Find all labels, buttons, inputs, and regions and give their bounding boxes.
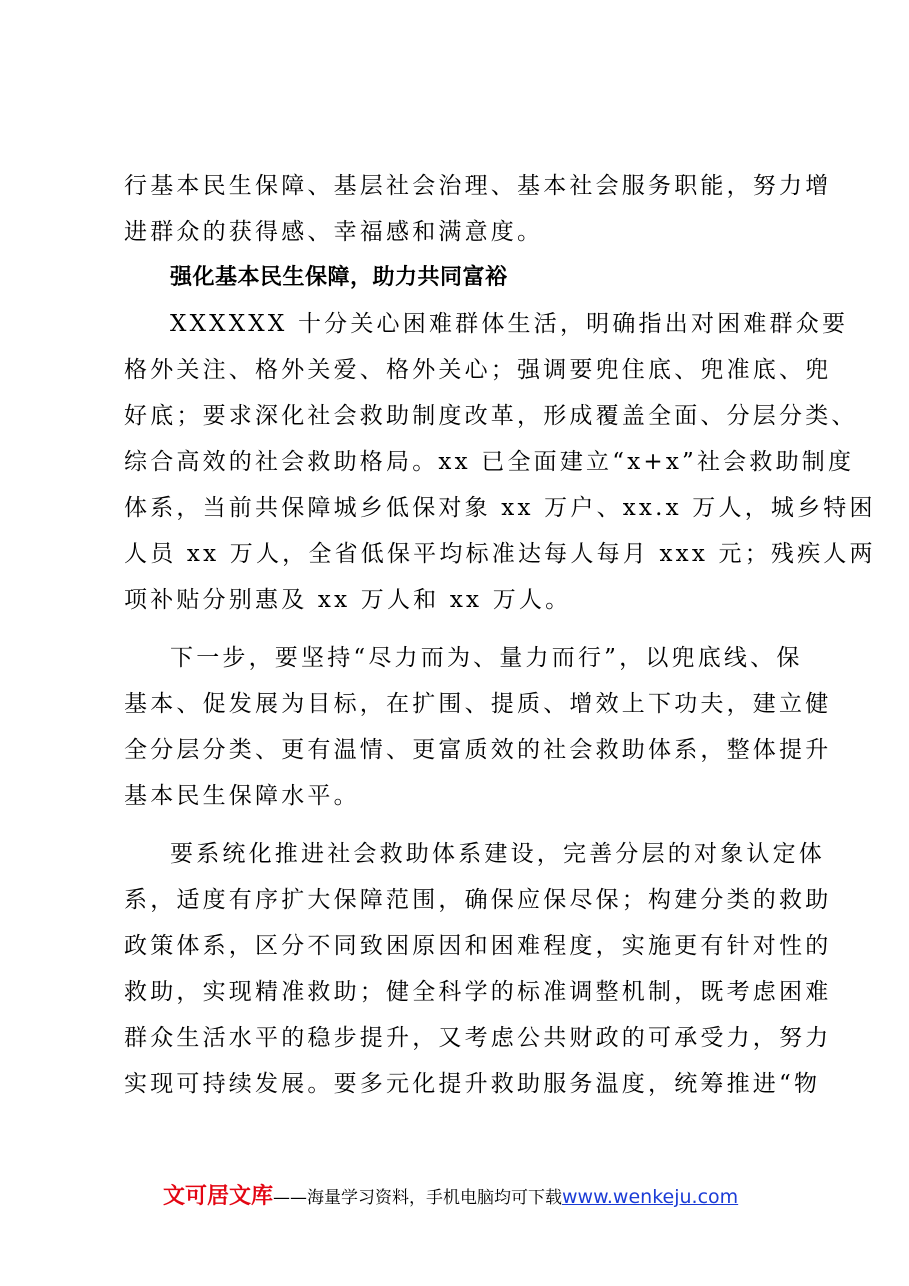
text-line: 进群众的获得感、幸福感和满意度。	[124, 219, 544, 245]
footer-website-link[interactable]: www.wenkeju.com	[562, 1186, 739, 1208]
text-line: 群众生活水平的稳步提升，又考虑公共财政的可承受力，努力	[124, 1025, 832, 1051]
text-line: 下一步，要坚持“尽力而为、量力而行”，以兜底线、保	[170, 645, 803, 671]
text-line: 行基本民生保障、基层社会治理、基本社会服务职能，努力增	[124, 173, 832, 199]
text-line: 好底；要求深化社会救助制度改革，形成覆盖全面、分层分类、	[124, 403, 858, 429]
document-body	[124, 163, 876, 1107]
text-line: 项补贴分别惠及 xx 万人和 xx 万人。	[124, 587, 572, 613]
text-line: 综合高效的社会救助格局。xx 已全面建立“x+x”社会救助制度	[124, 449, 855, 475]
text-line: 政策体系，区分不同致困原因和困难程度，实施更有针对性的	[124, 933, 832, 959]
text-line: 全分层分类、更有温情、更富质效的社会救助体系，整体提升	[124, 737, 832, 763]
section-heading: 强化基本民生保障，助力共同富裕	[170, 265, 508, 290]
text-line: 格外关注、格外关爱、格外关心；强调要兜住底、兜准底、兜	[124, 357, 832, 383]
text-line: 基本、促发展为目标，在扩围、提质、增效上下功夫，建立健	[124, 691, 832, 717]
text-line: 救助，实现精准救助；健全科学的标准调整机制，既考虑困难	[124, 979, 832, 1005]
footer-dash: ——	[273, 1188, 308, 1208]
paragraph-policy-overview	[124, 301, 876, 623]
paragraph-system-building	[124, 831, 832, 1107]
text-line: 系，适度有序扩大保障范围，确保应保尽保；构建分类的救助	[124, 887, 832, 913]
text-line: 要系统化推进社会救助体系建设，完善分层的对象认定体	[170, 841, 825, 867]
paragraph-next-steps	[124, 635, 832, 819]
text-line: 体系，当前共保障城乡低保对象 xx 万户、xx.x 万人，城乡特困	[124, 495, 876, 521]
text-line: 人员 xx 万人，全省低保平均标准达每人每月 xxx 元；残疾人两	[124, 541, 876, 567]
footer-banner	[163, 1180, 738, 1214]
footer-brand: 文可居文库	[163, 1184, 274, 1209]
text-line: 实现可持续发展。要多元化提升救助服务温度，统筹推进“物	[124, 1071, 821, 1097]
text-line: XXXXXX 十分关心困难群体生活，明确指出对困难群众要	[170, 311, 849, 337]
footer-tagline: 海量学习资料，手机电脑均可下载	[307, 1188, 563, 1208]
text-line: 基本民生保障水平。	[124, 783, 360, 809]
intro-paragraph	[124, 163, 832, 255]
